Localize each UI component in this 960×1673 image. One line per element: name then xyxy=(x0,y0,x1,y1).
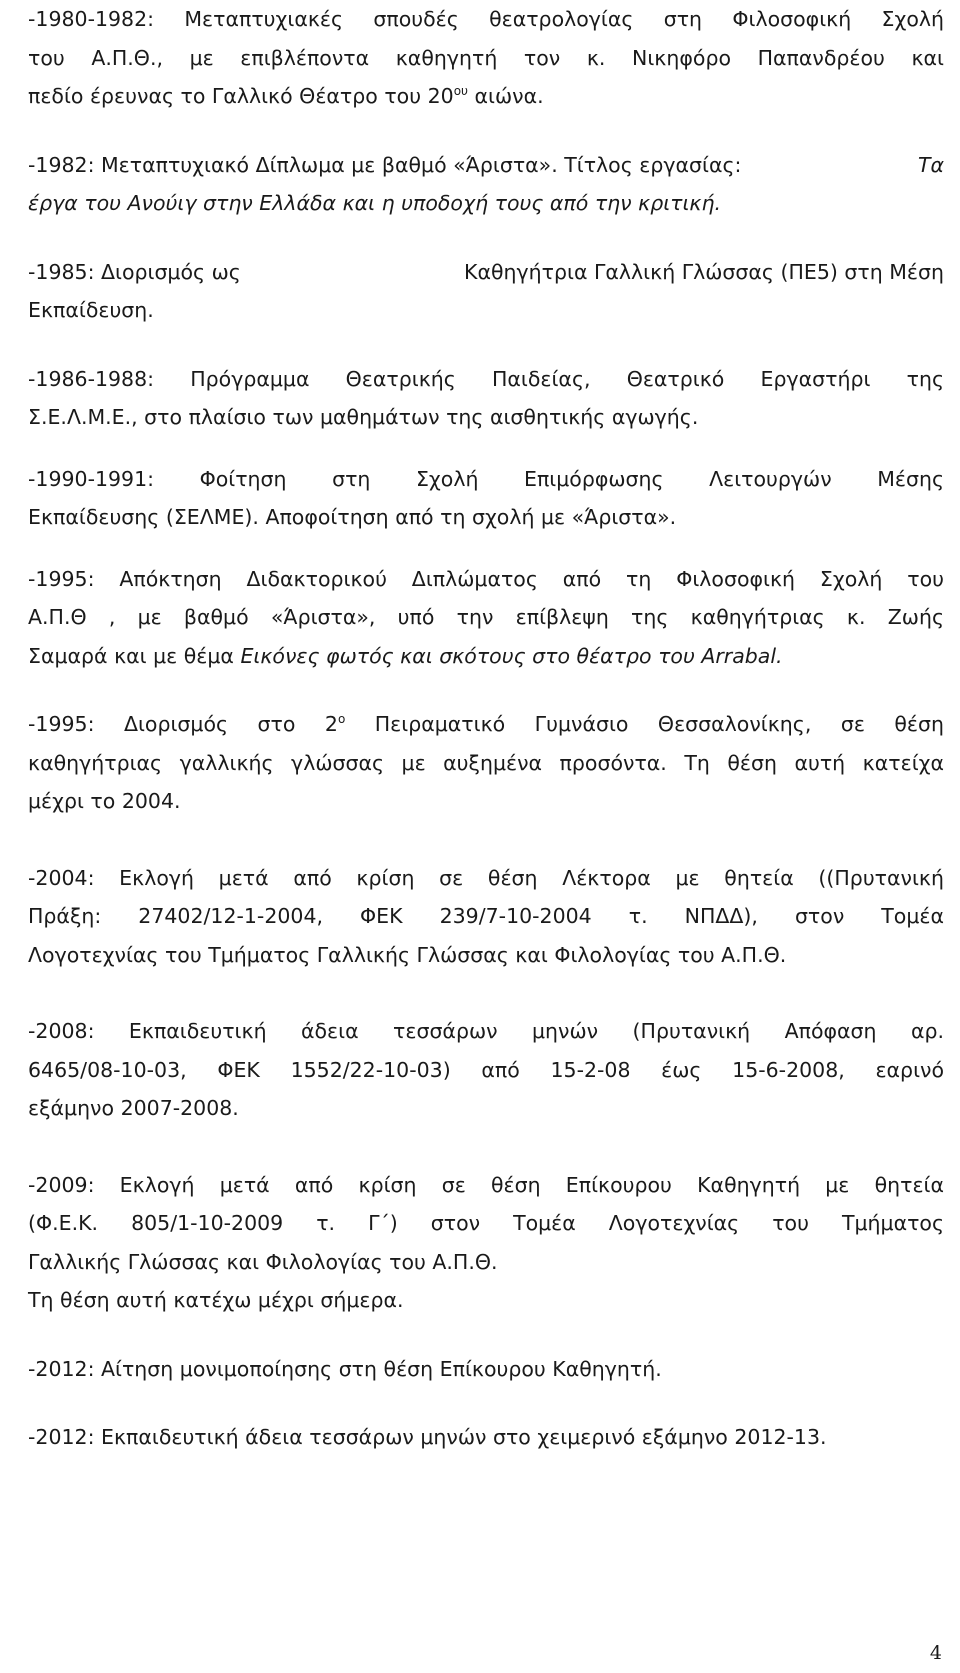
cv-entry-1980 xyxy=(28,0,944,116)
superscript: ο xyxy=(337,712,346,727)
cv-entry-2012-leave xyxy=(28,1418,944,1457)
cv-entry-2012-tenure xyxy=(28,1350,944,1389)
text-line: Γαλλικής Γλώσσας και Φιλολογίας του Α.Π.Θ. xyxy=(28,1249,498,1274)
text-line: Πράξη: 27402/12-1-2004, ΦΕΚ 239/7-10-2004 τ. ΝΠΔΔ), στον Τομέα xyxy=(28,904,944,928)
text-line: -2004: Εκλογή μετά από κρίση σε θέση Λέκτορα με θητεία ((Πρυτανική xyxy=(28,865,944,890)
text-line: Εκπαίδευση. xyxy=(28,298,154,322)
text-line: -1995: Απόκτηση Διδακτορικού Διπλώματος από τη Φιλοσοφική Σχολή του xyxy=(28,566,944,591)
text-line: (Φ.Ε.Κ. 805/1-10-2009 τ. Γ΄) στον Τομέα Λογοτεχνίας του Τμήματος xyxy=(28,1211,944,1235)
text-line: -2012: Εκπαιδευτική άδεια τεσσάρων μηνών στο χειμερινό εξάμηνο 2012-13. xyxy=(28,1425,827,1449)
cv-entry-1990 xyxy=(28,460,944,537)
text-line: Λογοτεχνίας του Τμήματος Γαλλικής Γλώσσας και Φιλολογίας του Α.Π.Θ. xyxy=(28,942,787,967)
thesis-title: έργα του Ανούιγ στην Ελλάδα και η υποδοχή τους από την κριτική. xyxy=(28,191,722,215)
dissertation-title: Εικόνες φωτός και σκότους στο θέατρο του Arrabal. xyxy=(240,643,783,668)
text-line: Σαμαρά και με θέμα Εικόνες φωτός και σκότους στο θέατρο του Arrabal. xyxy=(28,643,783,668)
text-line: πεδίο έρευνας το Γαλλικό Θέατρο του $20^{o\upsilon}$ αιώνα. xyxy=(28,84,544,108)
cv-entry-1986 xyxy=(28,360,944,437)
text-line: μέχρι το 2004. xyxy=(28,789,181,813)
text-line: -1995: Διορισμός στο $2^o$ Πειραματικό Γυμνάσιο Θεσσαλονίκης, σε θέση xyxy=(28,712,944,736)
text-line: -1990-1991: Φοίτηση στη Σχολή Επιμόρφωσης Λειτουργών Μέσης xyxy=(28,466,944,491)
cv-entry-1995-doctorate xyxy=(28,560,944,676)
text-line: -2008: Εκπαιδευτική άδεια τεσσάρων μηνών (Πρυτανική Απόφαση αρ. xyxy=(28,1019,944,1043)
text-line: Τη θέση αυτή κατέχω μέχρι σήμερα. xyxy=(28,1288,404,1312)
text-line: -1985: Διορισμός ως Καθηγήτρια Γαλλική Γλώσσας (ΠΕ5) στη Μέση xyxy=(28,259,944,284)
text-line: Σ.Ε.Λ.Μ.Ε., στο πλαίσιο των μαθημάτων της αισθητικής αγωγής. xyxy=(28,405,699,429)
text-line: Εκπαίδευσης (ΣΕΛΜΕ). Αποφοίτηση από τη σχολή με «Άριστα». xyxy=(28,505,677,529)
cv-entry-1995-appointment xyxy=(28,705,944,821)
text-line: του Α.Π.Θ., με επιβλέποντα καθηγητή τον κ. Νικηφόρο Παπανδρέου και xyxy=(28,45,944,70)
text-line: καθηγήτριας γαλλικής γλώσσας με αυξημένα προσόντα. Τη θέση αυτή κατείχα xyxy=(28,750,944,775)
text-line: -2009: Εκλογή μετά από κρίση σε θέση Επίκουρου Καθηγητή με θητεία xyxy=(28,1172,944,1197)
cv-entry-2008 xyxy=(28,1012,944,1128)
text-line: 6465/08-10-03, ΦΕΚ 1552/22-10-03) από 15-2-08 έως 15-6-2008, εαρινό xyxy=(28,1057,944,1082)
superscript: ου xyxy=(453,84,468,99)
cv-entry-1982 xyxy=(28,146,944,223)
text-line: -1982: Μεταπτυχιακό Δίπλωμα με βαθμό «Άριστα». Τίτλος εργασίας: Τα xyxy=(28,152,944,177)
cv-page xyxy=(28,0,944,1457)
cv-entry-2004 xyxy=(28,859,944,975)
page-number: 4 xyxy=(929,1642,942,1664)
text-line: Α.Π.Θ , με βαθμό «Άριστα», υπό την επίβλεψη της καθηγήτριας κ. Ζωής xyxy=(28,605,944,629)
text-line: -1980-1982: Μεταπτυχιακές σπουδές θεατρολογίας στη Φιλοσοφική Σχολή xyxy=(28,7,944,31)
cv-entry-2009 xyxy=(28,1166,944,1320)
text-line: εξάμηνο 2007-2008. xyxy=(28,1096,239,1120)
text-line: -1986-1988: Πρόγραμμα Θεατρικής Παιδείας, Θεατρικό Εργαστήρι της xyxy=(28,366,944,391)
cv-entry-1985 xyxy=(28,253,944,330)
text-line: -2012: Αίτηση μονιμοποίησης στη θέση Επίκουρου Καθηγητή. xyxy=(28,1356,662,1381)
